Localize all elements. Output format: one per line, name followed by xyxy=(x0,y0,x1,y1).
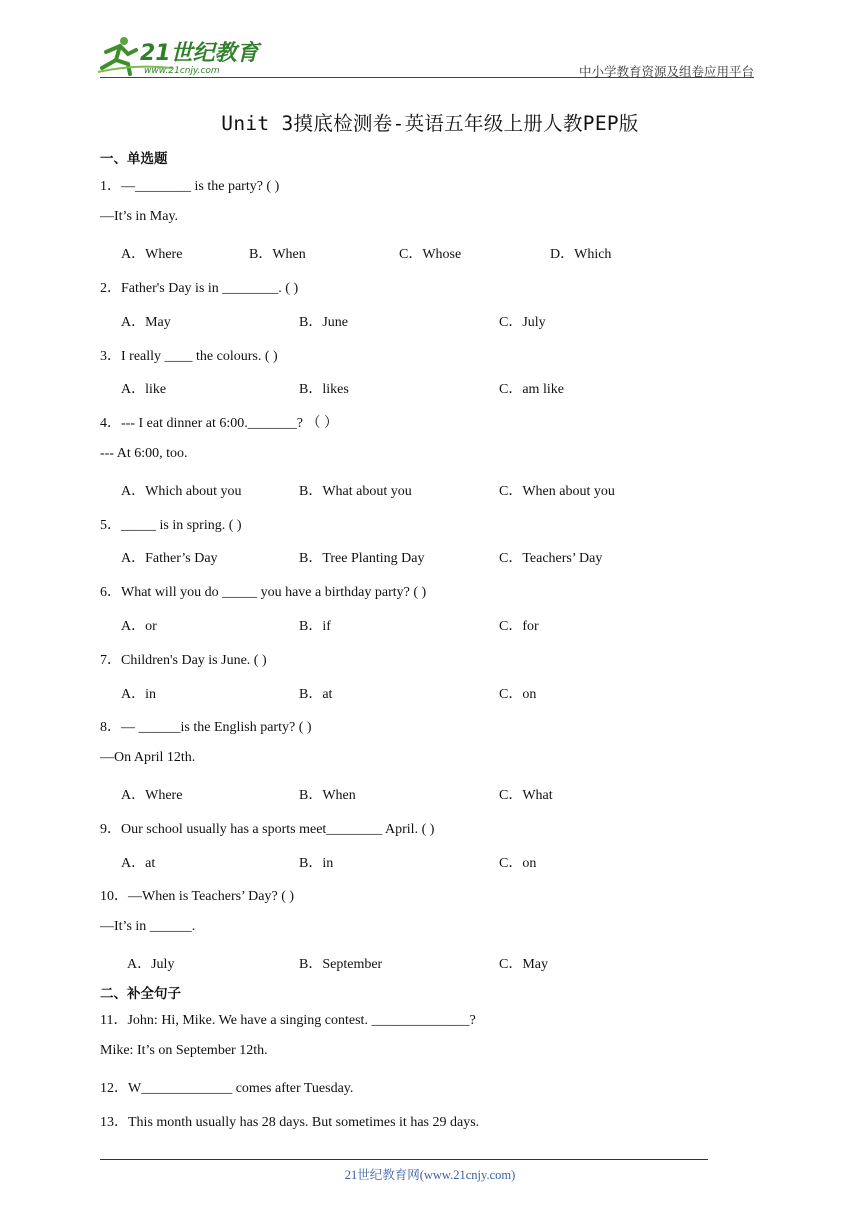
q1-option-d: D．Which xyxy=(550,247,612,262)
footer-text: 21世纪教育网(www.21cnjy.com) xyxy=(344,1168,516,1182)
q1-option-b: B．When xyxy=(249,247,306,262)
logo xyxy=(94,34,264,78)
question-4: 4．--- I eat dinner at 6:00._______? （ ） xyxy=(100,416,338,431)
q6-option-a: A．or xyxy=(121,619,157,634)
logo-graphic xyxy=(94,34,264,78)
section-heading-complete: 二、补全句子 xyxy=(100,986,181,1002)
q2-option-a: A．May xyxy=(121,315,171,330)
question-13: 13．This month usually has 28 days. But sometimes it has 29 days. xyxy=(100,1115,480,1130)
q2-option-c: C．July xyxy=(499,315,546,330)
question-5: 5．_____ is in spring. ( ) xyxy=(100,518,242,533)
question-9: 9．Our school usually has a sports meet________ April. ( ) xyxy=(100,822,435,837)
q6-option-b: B．if xyxy=(299,619,331,634)
q9-option-c: C．on xyxy=(499,856,537,871)
q8-option-c: C．What xyxy=(499,788,553,803)
q10-option-b: B．September xyxy=(299,957,383,972)
question-8: 8．— ______is the English party? ( ) xyxy=(100,720,312,735)
q1-option-a: A．Where xyxy=(121,247,183,262)
question-7: 7．Children's Day is June. ( ) xyxy=(100,653,267,668)
footer-divider xyxy=(100,1159,708,1160)
question-1: 1．—________ is the party? ( ) xyxy=(100,179,280,194)
header-divider xyxy=(100,77,754,78)
q6-option-c: C．for xyxy=(499,619,539,634)
q4-option-b: B．What about you xyxy=(299,484,412,499)
question-3: 3．I really ____ the colours. ( ) xyxy=(100,349,278,364)
q5-option-a: A．Father’s Day xyxy=(121,551,218,566)
svg-text:www.21cnjy.com: www.21cnjy.com xyxy=(144,66,220,76)
q4-option-a: A．Which about you xyxy=(121,484,242,499)
q3-option-b: B．likes xyxy=(299,382,349,397)
question-10: 10．—When is Teachers’ Day? ( ) xyxy=(100,889,295,904)
question-2: 2．Father's Day is in ________. ( ) xyxy=(100,281,299,296)
q3-option-a: A．like xyxy=(121,382,167,397)
q7-option-a: A．in xyxy=(121,687,156,702)
q8-option-a: A．Where xyxy=(121,788,183,803)
q8-option-b: B．When xyxy=(299,788,356,803)
section-heading-choice: 一、单选题 xyxy=(100,151,168,167)
q9-option-a: A．at xyxy=(121,856,156,871)
q4-option-c: C．When about you xyxy=(499,484,615,499)
q7-option-b: B．at xyxy=(299,687,333,702)
question-8-answer-line: —On April 12th. xyxy=(100,750,196,765)
q10-option-a: A．July xyxy=(127,957,175,972)
q5-option-c: C．Teachers’ Day xyxy=(499,551,603,566)
question-10-answer-line: —It’s in ______. xyxy=(100,919,196,934)
q2-option-b: B．June xyxy=(299,315,348,330)
question-11-answer-line: Mike: It’s on September 12th. xyxy=(100,1043,268,1058)
q7-option-c: C．on xyxy=(499,687,537,702)
svg-text:21世纪教育: 21世纪教育 xyxy=(140,41,259,66)
q9-option-b: B．in xyxy=(299,856,334,871)
q3-option-c: C．am like xyxy=(499,382,564,397)
question-11: 11．John: Hi, Mike. We have a singing contest. ______________? xyxy=(100,1013,476,1028)
q5-option-b: B．Tree Planting Day xyxy=(299,551,425,566)
question-6: 6．What will you do _____ you have a birthday party? ( ) xyxy=(100,585,427,600)
platform-name: 中小学教育资源及组卷应用平台 xyxy=(578,64,754,79)
q10-option-c: C．May xyxy=(499,957,548,972)
question-12: 12．W_____________ comes after Tuesday. xyxy=(100,1081,354,1096)
page-title: Unit 3摸底检测卷-英语五年级上册人教PEP版 xyxy=(221,112,639,135)
q1-option-c: C．Whose xyxy=(399,247,462,262)
question-4-answer-line: --- At 6:00, too. xyxy=(100,446,188,461)
question-1-answer-line: —It’s in May. xyxy=(100,209,179,224)
